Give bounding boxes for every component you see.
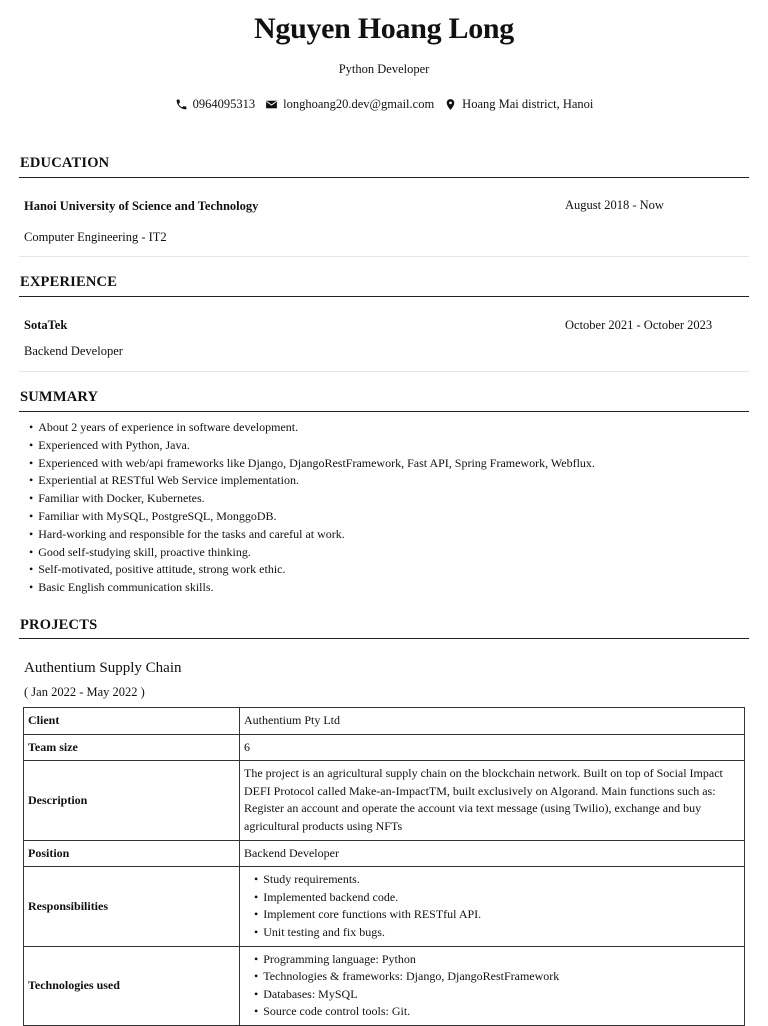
summary-item: • Experiential at RESTful Web Service implementation. <box>29 472 595 490</box>
education-heading: EDUCATION <box>20 155 110 171</box>
table-row <box>24 946 745 1025</box>
contact-email <box>265 97 434 112</box>
list-item: • Technologies & frameworks: Django, DjangoRestFramework <box>254 968 740 986</box>
responsibilities-label: Responsibilities <box>24 867 240 946</box>
description-label: Description <box>24 761 240 840</box>
experience-company: SotaTek <box>24 318 68 332</box>
map-pin-icon <box>444 98 457 111</box>
phone-icon <box>175 98 188 111</box>
contact-info <box>0 97 768 112</box>
position-value: Backend Developer <box>240 840 745 867</box>
list-item: • Study requirements. <box>254 871 740 889</box>
summary-item: • Experienced with web/api frameworks like Django, DjangoRestFramework, Fast API, Spring Framework, Webflux. <box>29 455 595 473</box>
education-divider <box>19 177 749 178</box>
education-major: Computer Engineering - IT2 <box>24 230 167 244</box>
table-row <box>24 708 745 735</box>
experience-divider <box>19 296 749 297</box>
responsibilities-list <box>244 871 740 941</box>
summary-item: • Familiar with Docker, Kubernetes. <box>29 490 595 508</box>
description-value: The project is an agricultural supply chain on the blockchain network. Built on top of Social Impact DEFI Protocol called Make-an-ImpactTM, built exclusively on Algorand. Main functions such as: Register an account and operate the account via text message (using Twilio), exchange and buy agricultural products using NFTs <box>240 761 745 840</box>
table-row <box>24 867 745 946</box>
candidate-name: Nguyen Hoang Long <box>254 12 514 45</box>
project-table <box>23 707 745 1026</box>
summary-item: • Familiar with MySQL, PostgreSQL, MonggoDB. <box>29 508 595 526</box>
summary-item: • Basic English communication skills. <box>29 579 595 597</box>
summary-heading: SUMMARY <box>20 389 99 405</box>
client-label: Client <box>24 708 240 735</box>
envelope-icon <box>265 98 278 111</box>
team-size-value: 6 <box>240 734 745 761</box>
client-value: Authentium Pty Ltd <box>240 708 745 735</box>
summary-list <box>29 419 595 597</box>
position-label: Position <box>24 840 240 867</box>
summary-divider <box>19 411 749 412</box>
job-title: Python Developer <box>338 62 430 76</box>
technologies-list <box>244 951 740 1021</box>
table-row <box>24 761 745 840</box>
experience-position: Backend Developer <box>24 344 123 358</box>
experience-end-divider <box>19 371 749 372</box>
summary-item: • Good self-studying skill, proactive thinking. <box>29 544 595 562</box>
table-row <box>24 840 745 867</box>
projects-heading: PROJECTS <box>20 617 98 633</box>
list-item: • Implement core functions with RESTful API. <box>254 906 740 924</box>
summary-item: • Hard-working and responsible for the tasks and careful at work. <box>29 526 595 544</box>
experience-dates: October 2021 - October 2023 <box>565 318 713 332</box>
responsibilities-value <box>240 867 745 946</box>
list-item: • Implemented backend code. <box>254 889 740 907</box>
summary-item: • Experienced with Python, Java. <box>29 437 595 455</box>
experience-heading: EXPERIENCE <box>20 274 118 290</box>
team-size-label: Team size <box>24 734 240 761</box>
technologies-value <box>240 946 745 1025</box>
phone-text: 0964095313 <box>192 97 256 111</box>
projects-divider <box>19 638 749 639</box>
technologies-label: Technologies used <box>24 946 240 1025</box>
email-text: longhoang20.dev@gmail.com <box>283 97 435 111</box>
summary-item: • About 2 years of experience in software development. <box>29 419 595 437</box>
table-row <box>24 734 745 761</box>
education-end-divider <box>19 256 749 257</box>
summary-item: • Self-motivated, positive attitude, strong work ethic. <box>29 561 595 579</box>
list-item: • Source code control tools: Git. <box>254 1003 740 1021</box>
education-school: Hanoi University of Science and Technology <box>24 199 259 213</box>
education-dates: August 2018 - Now <box>565 198 664 212</box>
contact-phone <box>175 97 256 112</box>
list-item: • Databases: MySQL <box>254 986 740 1004</box>
address-text: Hoang Mai district, Hanoi <box>462 97 594 111</box>
contact-address <box>444 97 593 112</box>
list-item: • Unit testing and fix bugs. <box>254 924 740 942</box>
list-item: • Programming language: Python <box>254 951 740 969</box>
project-name: Authentium Supply Chain <box>24 660 182 676</box>
project-dates: ( Jan 2022 - May 2022 ) <box>24 685 145 699</box>
